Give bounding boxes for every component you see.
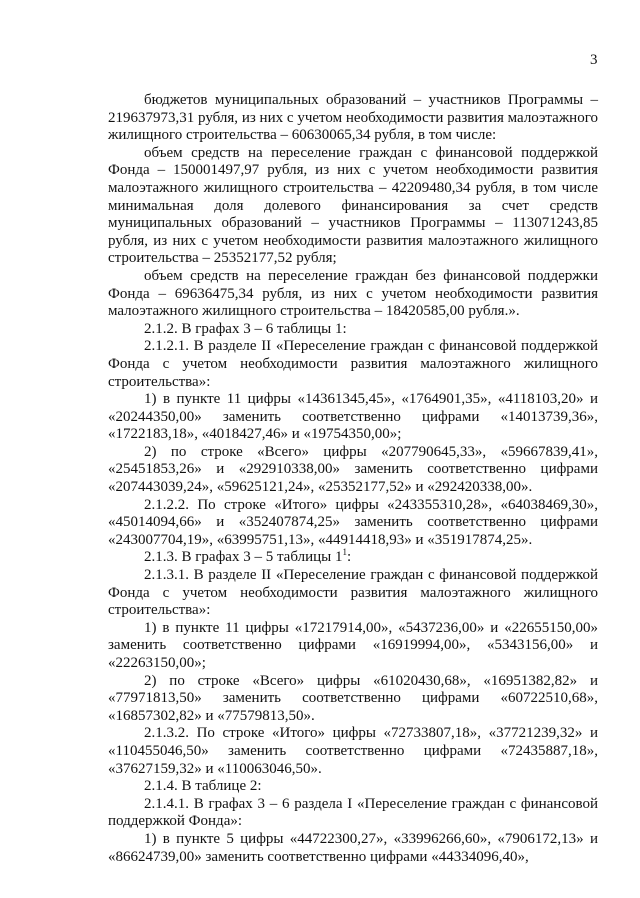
paragraph-text: 2.1.4. В таблице 2:	[144, 778, 262, 795]
paragraph-text: бюджетов муниципальных образований – участников Программы – 219637973,31 рубля, из них с учетом необходимости развития малоэтажного жилищного строительства – 60630065,34 рубля, в том числе:	[108, 92, 598, 144]
paragraph	[108, 620, 598, 673]
paragraph	[108, 725, 598, 778]
paragraph	[108, 831, 598, 866]
paragraph	[108, 497, 598, 550]
paragraph-text: 2.1.4.1. В графах 3 – 6 раздела I «Переселение граждан с финансовой поддержкой Фонда»:	[108, 795, 598, 830]
paragraph	[108, 92, 598, 145]
paragraph-text: 2.1.2.1. В разделе II «Переселение граждан с финансовой поддержкой Фонда с учетом необходимости развития малоэтажного жилищного строительства»:	[108, 338, 598, 390]
paragraph-text: 1) в пункте 11 цифры «14361345,45», «1764901,35», «4118103,20» и «20244350,00» заменить соответственно цифрами «14013739,36», «1722183,18», «4018427,46» и «19754350,00»;	[108, 391, 598, 443]
paragraph-text: 2) по строке «Всего» цифры «61020430,68», «16951382,82» и «77971813,50» заменить соответственно цифрами «60722510,68», «16857302,82» и «77579813,50».	[108, 672, 598, 724]
paragraph	[108, 673, 598, 726]
paragraph	[108, 567, 598, 620]
paragraph	[108, 338, 598, 391]
paragraph	[108, 796, 598, 831]
paragraph-tail: :	[346, 549, 352, 566]
paragraph	[108, 778, 598, 796]
paragraph-text: 2.1.3.1. В разделе II «Переселение граждан с финансовой поддержкой Фонда с учетом необходимости развития малоэтажного жилищного строительства»:	[108, 567, 598, 619]
paragraph	[108, 321, 598, 339]
paragraph	[108, 444, 598, 497]
paragraph-text: 1) в пункте 11 цифры «17217914,00», «5437236,00» и «22655150,00» заменить соответственно цифрами «16919994,00», «5343156,00» и «22263150,00»;	[108, 619, 598, 671]
paragraph-text: 2) по строке «Всего» цифры «207790645,33», «59667839,41», «25451853,26» и «292910338,00» заменить соответственно цифрами «207443039,24», «59625121,24», «25352177,52» и «292420338,00».	[108, 443, 598, 496]
paragraph-text: 1) в пункте 5 цифры «44722300,27», «33996266,60», «7906172,13» и «86624739,00» заменить соответственно цифрами «44334096,40»,	[108, 830, 598, 865]
paragraph	[108, 391, 598, 444]
paragraph-text: объем средств на переселение граждан с финансовой поддержкой Фонда – 150001497,97 рубля, из них с учетом необходимости развития малоэтажного жилищного строительства – 42209480,34 рубля, в том числе минимальная доля долевого финансирования за счет средств муниципальных образований – участников Программы – 113071243,85 рубля, из них с учетом необходимости развития малоэтажного жилищного строительства – 25352177,52 рубля;	[108, 144, 598, 267]
paragraph-text: объем средств на переселение граждан без финансовой поддержки Фонда – 69636475,34 рубля, из них с учетом необходимости развития малоэтажного жилищного строительства – 18420585,00 рубля.».	[108, 267, 598, 320]
page-number: 3	[590, 52, 598, 68]
paragraph-text: 2.1.3.2. По строке «Итого» цифры «72733807,18», «37721239,32» и «110455046,50» заменить соответственно цифрами «72435887,18», «37627159,32» и «110063046,50».	[108, 725, 598, 777]
paragraph	[108, 268, 598, 321]
paragraph-text: 2.1.2. В графах 3 – 6 таблицы 1:	[144, 320, 347, 337]
document-body	[108, 92, 598, 866]
paragraph-text: 2.1.2.2. По строке «Итого» цифры «243355310,28», «64038469,30», «45014094,66» и «352407874,25» заменить соответственно цифрами «243007704,19», «63995751,13», «44914418,93» и «351917874,25».	[108, 496, 598, 548]
paragraph-text: 2.1.3. В графах 3 – 5 таблицы 1	[144, 549, 343, 566]
superscript: 1	[342, 547, 347, 558]
paragraph	[108, 145, 598, 268]
paragraph	[108, 549, 598, 567]
